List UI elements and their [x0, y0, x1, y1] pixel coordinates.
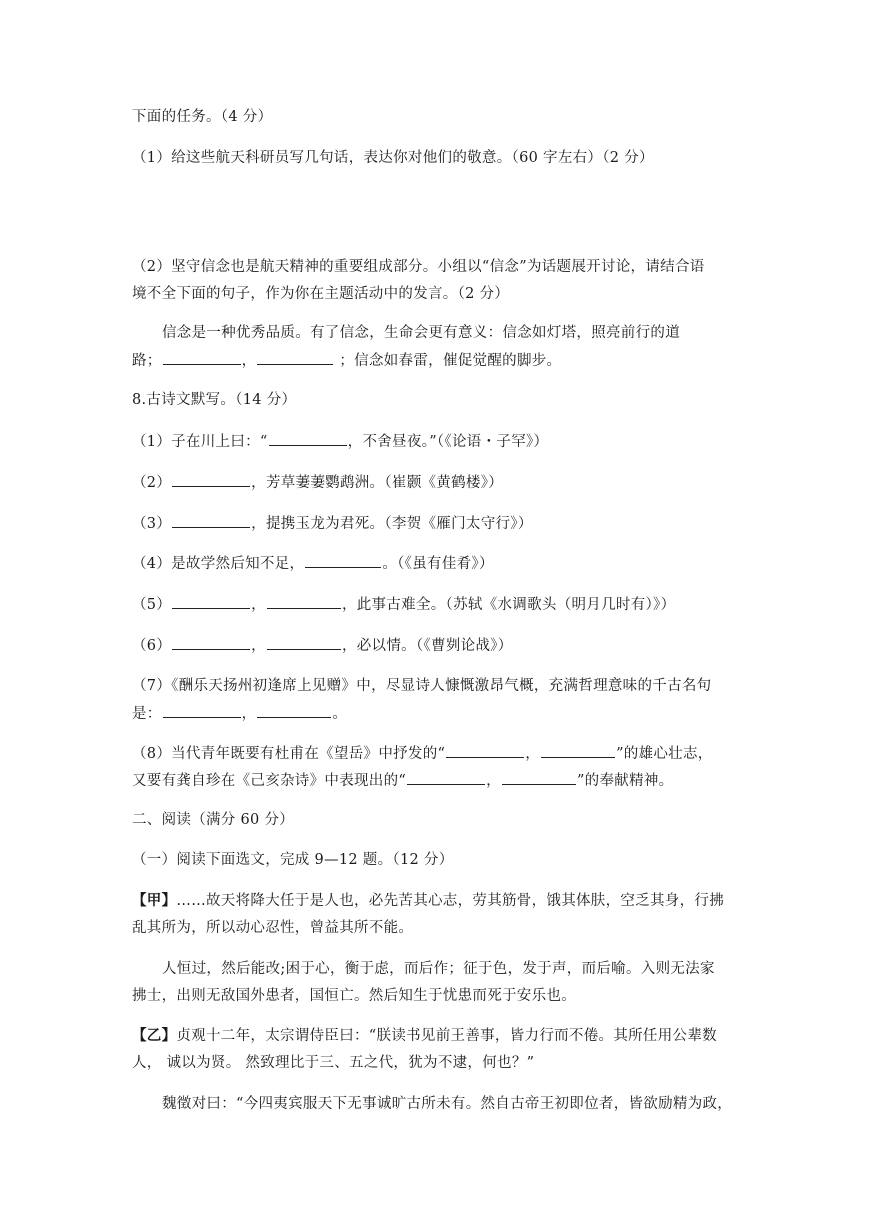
passage-jia-line-2: 乱其所为，所以动心忍性，曾益其所不能。 — [132, 920, 414, 936]
answer-blank[interactable] — [172, 635, 250, 650]
answer-blank[interactable] — [305, 553, 381, 568]
passage-yi-line-1: 【乙】贞观十二年，太宗谓侍臣曰：“朕读书见前王善事，皆力行而不倦。其所任用公辈数 — [132, 1027, 717, 1044]
answer-blank[interactable] — [269, 431, 347, 446]
poem-item-1: （1）子在川上曰：“ ，不舍昼夜。”（《论语・子罕》） — [132, 431, 548, 452]
passage-yi-line-3: 魏徵对曰：“今四夷宾服天下无事诚旷古所未有。然自古帝王初即位者，皆欲励精为政， — [162, 1096, 733, 1112]
poem-item-6: （6） ， ，必以情。（《曹刿论战》） — [132, 635, 513, 656]
answer-blank[interactable] — [163, 350, 241, 365]
answer-blank[interactable] — [541, 743, 615, 758]
answer-blank[interactable] — [407, 770, 485, 785]
answer-blank[interactable] — [257, 703, 331, 718]
answer-blank[interactable] — [163, 703, 241, 718]
answer-blank[interactable] — [172, 513, 250, 528]
passage-yi-line-2: 人， 诚以为贤。 然致理比于三、五之代，犹为不逮，何也？” — [132, 1055, 535, 1071]
answer-blank[interactable] — [502, 770, 576, 785]
answer-blank[interactable] — [172, 472, 250, 487]
poem-item-4: （4）是故学然后知不足， 。（《虽有佳肴》） — [132, 553, 494, 574]
belief-paragraph-line-1: 信念是一种优秀品质。有了信念，生命会更有意义：信念如灯塔，照亮前行的道 — [162, 325, 680, 341]
poem-item-7-line-2: 是： ， 。 — [132, 703, 347, 724]
belief-paragraph-line-2: 路； ， ；信念如春雷，催促觉醒的脚步。 — [132, 350, 561, 371]
section-2-heading: 二、阅读（满分 60 分） — [132, 812, 295, 828]
task-intro-line: 下面的任务。（4 分） — [132, 109, 273, 125]
poem-item-2: （2） ，芳草萋萋鹦鹉洲。（崔颢《黄鹤楼》） — [132, 472, 503, 493]
reading-1-instruction: （一）阅读下面选文，完成 9—12 题。（12 分） — [132, 852, 454, 868]
passage-jia-line-4: 拂士，出则无敌国外患者，国恒亡。然后知生于忧患而死于安乐也。 — [132, 988, 576, 1004]
passage-jia-line-1: 【甲】……故天将降大任于是人也，必先苦其心志，劳其筋骨，饿其体肤，空乏其身，行拂 — [132, 892, 725, 909]
answer-blank[interactable] — [172, 594, 250, 609]
answer-blank[interactable] — [267, 594, 341, 609]
question-7-2-line-2: 境不全下面的句子，作为你在主题活动中的发言。（2 分） — [132, 286, 510, 302]
section-8-heading: 8.古诗文默写。（14 分） — [132, 392, 297, 408]
poem-item-3: （3） ，提携玉龙为君死。（李贺《雁门太守行》） — [132, 513, 533, 534]
poem-item-7-line-1: （7）《酬乐天扬州初逢席上见赠》中，尽显诗人慷慨激昂气概，充满哲理意味的千古名句 — [132, 678, 712, 694]
poem-item-8-line-1: （8）当代青年既要有杜甫在《望岳》中抒发的“ ， ”的雄心壮志， — [132, 743, 713, 764]
question-7-1: （1）给这些航天科研员写几句话，表达你对他们的敬意。（60 字左右）（2 分） — [132, 150, 654, 166]
poem-item-5: （5） ， ，此事古难全。（苏轼《水调歌头（明月几时有）》） — [132, 594, 675, 615]
poem-item-8-line-2: 又要有龚自珍在《己亥杂诗》中表现出的“ ， ”的奉献精神。 — [132, 770, 673, 791]
passage-jia-line-3: 人恒过，然后能改;困于心，衡于虑，而后作；征于色，发于声，而后喻。入则无法家 — [162, 961, 715, 977]
answer-blank[interactable] — [446, 743, 524, 758]
answer-blank[interactable] — [267, 635, 341, 650]
answer-blank[interactable] — [257, 350, 333, 365]
question-7-2-line-1: （2）坚守信念也是航天精神的重要组成部分。小组以“信念”为话题展开讨论，请结合语 — [132, 259, 705, 275]
